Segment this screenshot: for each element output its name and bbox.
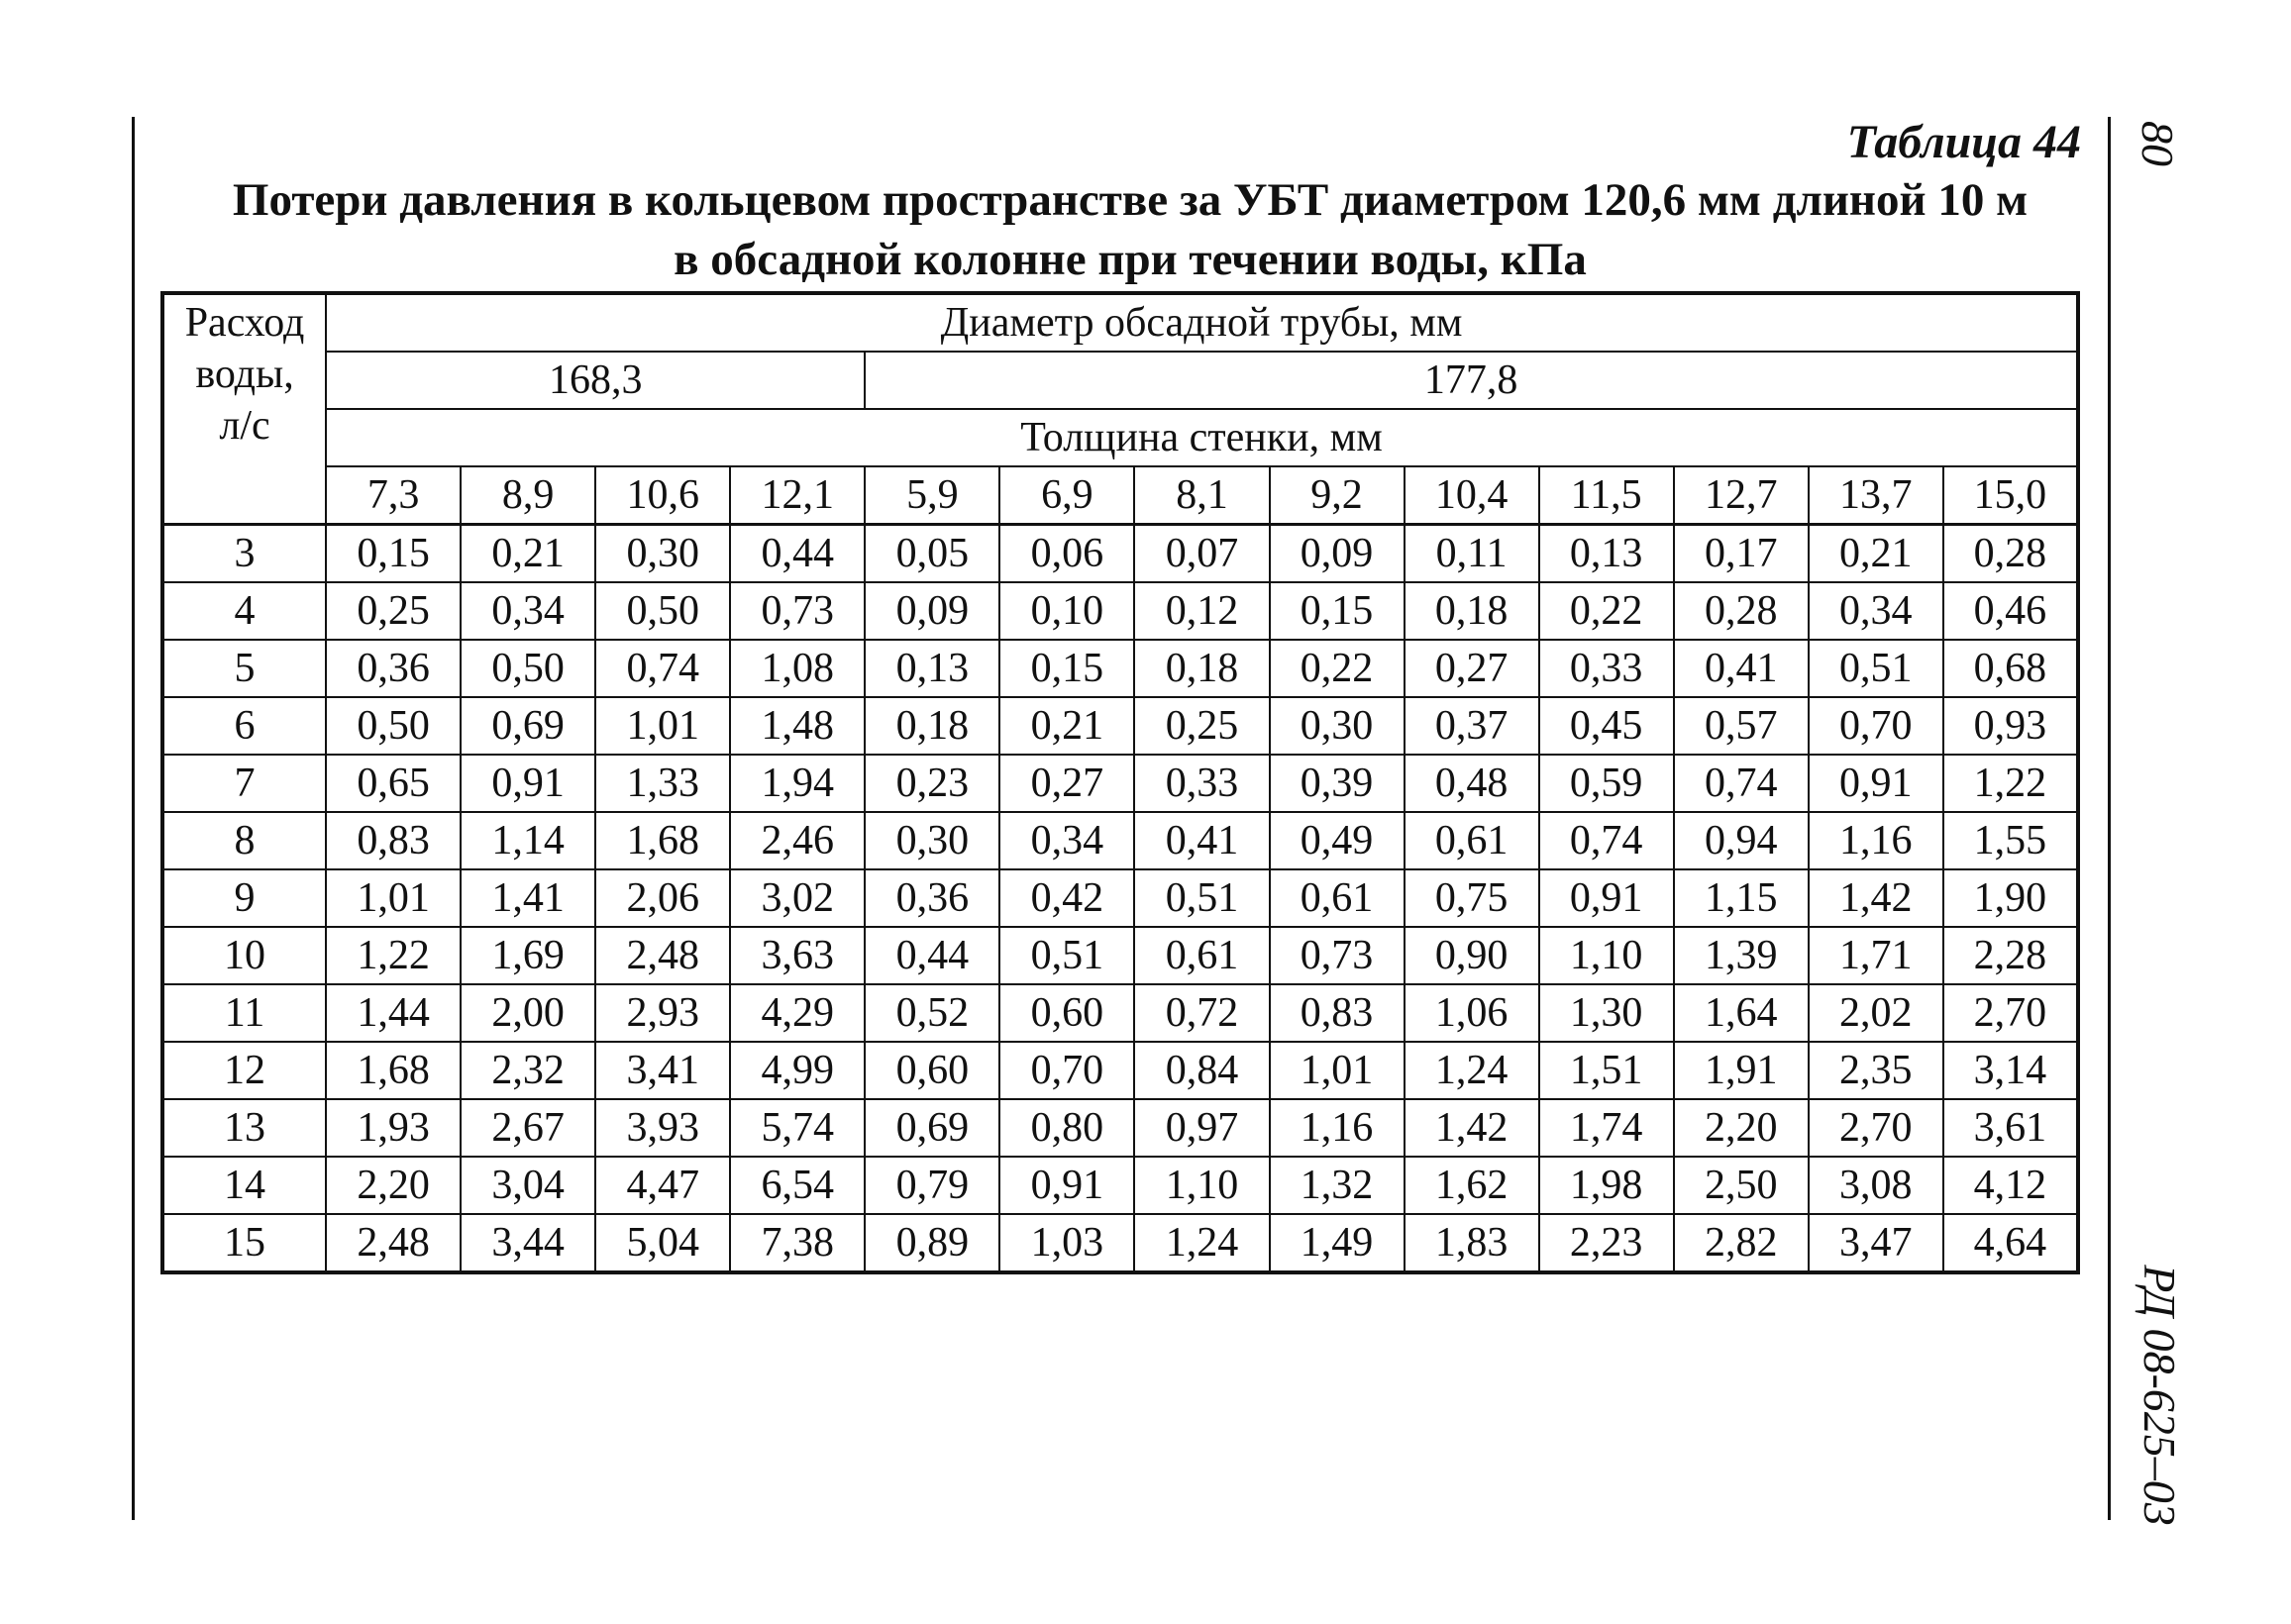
pressure-loss-cell: 0,46 (1943, 582, 2078, 640)
pressure-loss-cell: 0,30 (865, 812, 999, 869)
thickness-header-cell: 13,7 (1809, 466, 1943, 525)
pressure-loss-cell: 0,73 (730, 582, 865, 640)
pressure-loss-cell: 0,13 (865, 640, 999, 697)
pressure-loss-cell: 0,45 (1539, 697, 1674, 755)
pressure-loss-cell: 2,00 (461, 984, 595, 1042)
pressure-loss-cell: 0,13 (1539, 525, 1674, 583)
pressure-loss-cell: 0,18 (1405, 582, 1539, 640)
pressure-loss-cell: 0,44 (730, 525, 865, 583)
pressure-loss-cell: 3,61 (1943, 1099, 2078, 1157)
pressure-loss-cell: 0,61 (1270, 869, 1405, 927)
header-row-thickness-values (162, 466, 2078, 525)
pressure-loss-cell: 1,42 (1809, 869, 1943, 927)
table-row (162, 640, 2078, 697)
pressure-loss-cell: 0,74 (595, 640, 730, 697)
pressure-loss-cell: 0,57 (1674, 697, 1809, 755)
pressure-loss-cell: 0,28 (1674, 582, 1809, 640)
pressure-loss-cell: 0,11 (1405, 525, 1539, 583)
pressure-loss-cell: 0,25 (1134, 697, 1269, 755)
pressure-loss-cell: 0,34 (461, 582, 595, 640)
pressure-loss-cell: 2,48 (326, 1214, 461, 1272)
pressure-loss-cell: 3,08 (1809, 1157, 1943, 1214)
pressure-loss-cell: 1,71 (1809, 927, 1943, 984)
page-number: 80 (2133, 121, 2183, 166)
table-title-line-2: в обсадной колонне при течении воды, кПа (674, 234, 1587, 285)
pressure-loss-cell: 0,36 (326, 640, 461, 697)
pressure-loss-cell: 0,70 (1809, 697, 1943, 755)
thickness-header-cell: 11,5 (1539, 466, 1674, 525)
right-margin-line (2108, 117, 2111, 1520)
pressure-loss-cell: 2,32 (461, 1042, 595, 1099)
pressure-loss-cell: 0,97 (1134, 1099, 1269, 1157)
flow-rate-cell: 4 (162, 582, 326, 640)
pressure-loss-cell: 2,70 (1943, 984, 2078, 1042)
pressure-loss-cell: 0,49 (1270, 812, 1405, 869)
flow-rate-header-line: воды, (195, 352, 294, 397)
pressure-loss-cell: 1,94 (730, 755, 865, 812)
pressure-loss-cell: 3,63 (730, 927, 865, 984)
pressure-loss-cell: 3,93 (595, 1099, 730, 1157)
pressure-loss-cell: 1,30 (1539, 984, 1674, 1042)
pressure-loss-cell: 2,46 (730, 812, 865, 869)
pressure-loss-cell: 1,16 (1809, 812, 1943, 869)
pressure-loss-cell: 1,06 (1405, 984, 1539, 1042)
pressure-loss-cell: 1,32 (1270, 1157, 1405, 1214)
pressure-loss-cell: 1,93 (326, 1099, 461, 1157)
pressure-loss-cell: 0,80 (999, 1099, 1134, 1157)
pressure-loss-cell: 7,38 (730, 1214, 865, 1272)
pressure-loss-cell: 0,30 (595, 525, 730, 583)
pressure-loss-cell: 2,48 (595, 927, 730, 984)
pressure-loss-cell: 0,39 (1270, 755, 1405, 812)
pressure-loss-cell: 1,74 (1539, 1099, 1674, 1157)
pressure-loss-cell: 1,01 (595, 697, 730, 755)
pressure-loss-cell: 0,60 (999, 984, 1134, 1042)
flow-rate-header-line: л/с (219, 403, 270, 449)
pressure-loss-cell: 1,41 (461, 869, 595, 927)
pressure-loss-cell: 1,39 (1674, 927, 1809, 984)
pressure-loss-cell: 1,48 (730, 697, 865, 755)
pressure-loss-cell: 0,21 (461, 525, 595, 583)
pressure-loss-cell: 1,03 (999, 1214, 1134, 1272)
flow-rate-cell: 12 (162, 1042, 326, 1099)
flow-rate-cell: 10 (162, 927, 326, 984)
pressure-loss-cell: 0,91 (999, 1157, 1134, 1214)
pressure-loss-cell: 3,04 (461, 1157, 595, 1214)
pressure-loss-cell: 3,41 (595, 1042, 730, 1099)
pressure-loss-cell: 4,99 (730, 1042, 865, 1099)
table-title-line-1: Потери давления в кольцевом пространстве за УБТ диаметром 120,6 мм длиной 10 м (232, 174, 2029, 226)
pressure-loss-cell: 0,09 (1270, 525, 1405, 583)
pressure-loss-cell: 0,70 (999, 1042, 1134, 1099)
table-row (162, 755, 2078, 812)
pressure-loss-cell: 4,29 (730, 984, 865, 1042)
flow-rate-cell: 7 (162, 755, 326, 812)
pressure-loss-cell: 0,48 (1405, 755, 1539, 812)
pressure-loss-cell: 2,23 (1539, 1214, 1674, 1272)
pressure-loss-cell: 2,70 (1809, 1099, 1943, 1157)
pressure-loss-cell: 1,69 (461, 927, 595, 984)
pressure-loss-cell: 0,61 (1134, 927, 1269, 984)
pressure-loss-cell: 0,41 (1134, 812, 1269, 869)
table-row (162, 1214, 2078, 1272)
thickness-header-cell: 12,1 (730, 466, 865, 525)
pressure-loss-cell: 1,98 (1539, 1157, 1674, 1214)
pressure-loss-cell: 1,24 (1405, 1042, 1539, 1099)
pressure-loss-cell: 0,09 (865, 582, 999, 640)
diameter-header-cell: 177,8 (865, 352, 2078, 409)
pressure-loss-cell: 0,15 (326, 525, 461, 583)
pressure-loss-cell: 2,50 (1674, 1157, 1809, 1214)
pressure-loss-cell: 1,83 (1405, 1214, 1539, 1272)
pressure-loss-cell: 0,05 (865, 525, 999, 583)
pressure-loss-cell: 0,51 (1134, 869, 1269, 927)
table-row (162, 927, 2078, 984)
pressure-loss-cell: 0,69 (865, 1099, 999, 1157)
pressure-loss-cell: 1,55 (1943, 812, 2078, 869)
pressure-loss-cell: 4,47 (595, 1157, 730, 1214)
pressure-loss-cell: 0,34 (999, 812, 1134, 869)
pressure-loss-cell: 0,91 (461, 755, 595, 812)
thickness-header-cell: 8,1 (1134, 466, 1269, 525)
pressure-loss-cell: 0,27 (999, 755, 1134, 812)
pressure-loss-cell: 0,61 (1405, 812, 1539, 869)
pressure-loss-cell: 0,84 (1134, 1042, 1269, 1099)
pressure-loss-cell: 3,44 (461, 1214, 595, 1272)
pressure-loss-cell: 0,23 (865, 755, 999, 812)
pressure-loss-cell: 2,20 (1674, 1099, 1809, 1157)
pressure-loss-cell: 0,52 (865, 984, 999, 1042)
pressure-loss-cell: 0,22 (1270, 640, 1405, 697)
pressure-loss-cell: 0,83 (326, 812, 461, 869)
table-row (162, 1157, 2078, 1214)
pressure-loss-cell: 0,37 (1405, 697, 1539, 755)
pressure-loss-cell: 2,35 (1809, 1042, 1943, 1099)
flow-rate-cell: 14 (162, 1157, 326, 1214)
table-row (162, 525, 2078, 583)
pressure-loss-cell: 0,79 (865, 1157, 999, 1214)
pressure-loss-cell: 0,51 (1809, 640, 1943, 697)
pressure-loss-cell: 3,47 (1809, 1214, 1943, 1272)
pressure-loss-cell: 2,02 (1809, 984, 1943, 1042)
pressure-loss-cell: 1,68 (326, 1042, 461, 1099)
pressure-loss-cell: 0,83 (1270, 984, 1405, 1042)
pressure-loss-cell: 1,15 (1674, 869, 1809, 927)
table-row (162, 1099, 2078, 1157)
flow-rate-header-line: Расход (184, 300, 305, 346)
pressure-loss-cell: 1,14 (461, 812, 595, 869)
pressure-loss-cell: 0,91 (1539, 869, 1674, 927)
pressure-loss-cell: 3,02 (730, 869, 865, 927)
thickness-header-cell: 8,9 (461, 466, 595, 525)
pressure-loss-cell: 2,67 (461, 1099, 595, 1157)
pressure-loss-cell: 1,10 (1539, 927, 1674, 984)
document-code: РД 08-625–03 (2135, 1265, 2185, 1526)
pressure-loss-cell: 5,04 (595, 1214, 730, 1272)
pressure-loss-cell: 0,60 (865, 1042, 999, 1099)
pressure-loss-cell: 0,44 (865, 927, 999, 984)
wall-thickness-header: Толщина стенки, мм (326, 409, 2078, 466)
pressure-loss-cell: 4,12 (1943, 1157, 2078, 1214)
table-row (162, 812, 2078, 869)
pressure-loss-cell: 1,22 (326, 927, 461, 984)
pressure-loss-cell: 1,51 (1539, 1042, 1674, 1099)
pressure-loss-cell: 1,42 (1405, 1099, 1539, 1157)
pressure-loss-cell: 1,90 (1943, 869, 2078, 927)
thickness-header-cell: 12,7 (1674, 466, 1809, 525)
pressure-loss-cell: 0,94 (1674, 812, 1809, 869)
pressure-loss-cell: 1,68 (595, 812, 730, 869)
pressure-loss-cell: 0,15 (999, 640, 1134, 697)
thickness-header-cell: 6,9 (999, 466, 1134, 525)
flow-rate-cell: 9 (162, 869, 326, 927)
thickness-header-cell: 9,2 (1270, 466, 1405, 525)
pressure-loss-cell: 2,82 (1674, 1214, 1809, 1272)
pressure-loss-cell: 0,33 (1134, 755, 1269, 812)
pressure-loss-cell: 1,08 (730, 640, 865, 697)
pressure-loss-cell: 1,49 (1270, 1214, 1405, 1272)
flow-rate-cell: 5 (162, 640, 326, 697)
pressure-loss-cell: 0,36 (865, 869, 999, 927)
pressure-loss-cell: 0,59 (1539, 755, 1674, 812)
pressure-loss-cell: 0,21 (1809, 525, 1943, 583)
table-row (162, 697, 2078, 755)
pressure-loss-cell: 0,34 (1809, 582, 1943, 640)
pressure-loss-cell: 0,22 (1539, 582, 1674, 640)
left-margin-line (132, 117, 135, 1520)
pressure-loss-cell: 0,93 (1943, 697, 2078, 755)
pressure-loss-cell: 5,74 (730, 1099, 865, 1157)
table-row (162, 869, 2078, 927)
pressure-loss-cell: 2,93 (595, 984, 730, 1042)
pressure-loss-cell: 1,33 (595, 755, 730, 812)
pressure-loss-cell: 1,24 (1134, 1214, 1269, 1272)
pressure-loss-cell: 6,54 (730, 1157, 865, 1214)
pressure-loss-cell: 2,20 (326, 1157, 461, 1214)
thickness-header-cell: 7,3 (326, 466, 461, 525)
pressure-loss-cell: 1,01 (1270, 1042, 1405, 1099)
thickness-header-cell: 10,6 (595, 466, 730, 525)
pressure-loss-cell: 0,10 (999, 582, 1134, 640)
flow-rate-cell: 15 (162, 1214, 326, 1272)
flow-rate-header (162, 293, 326, 525)
pressure-loss-cell: 1,44 (326, 984, 461, 1042)
pressure-loss-cell: 0,74 (1674, 755, 1809, 812)
pressure-loss-cell: 0,18 (865, 697, 999, 755)
pressure-loss-cell: 0,73 (1270, 927, 1405, 984)
table-row (162, 582, 2078, 640)
pressure-loss-cell: 0,25 (326, 582, 461, 640)
pressure-loss-cell: 0,68 (1943, 640, 2078, 697)
pressure-loss-cell: 0,50 (595, 582, 730, 640)
pressure-loss-cell: 0,41 (1674, 640, 1809, 697)
flow-rate-cell: 6 (162, 697, 326, 755)
casing-diameter-header: Диаметр обсадной трубы, мм (326, 293, 2078, 352)
pressure-loss-cell: 0,72 (1134, 984, 1269, 1042)
pressure-loss-cell: 1,16 (1270, 1099, 1405, 1157)
pressure-loss-cell: 4,64 (1943, 1214, 2078, 1272)
pressure-loss-cell: 1,22 (1943, 755, 2078, 812)
pressure-loss-cell: 0,21 (999, 697, 1134, 755)
pressure-loss-cell: 0,30 (1270, 697, 1405, 755)
pressure-loss-cell: 0,12 (1134, 582, 1269, 640)
flow-rate-cell: 11 (162, 984, 326, 1042)
diameter-header-cell: 168,3 (326, 352, 865, 409)
pressure-loss-cell: 0,74 (1539, 812, 1674, 869)
header-row-wall-thickness (162, 409, 2078, 466)
pressure-loss-cell: 0,50 (326, 697, 461, 755)
pressure-loss-cell: 1,10 (1134, 1157, 1269, 1214)
pressure-loss-cell: 3,14 (1943, 1042, 2078, 1099)
header-row-diameter (162, 293, 2078, 352)
pressure-loss-cell: 0,75 (1405, 869, 1539, 927)
pressure-loss-cell: 0,50 (461, 640, 595, 697)
pressure-loss-cell: 0,18 (1134, 640, 1269, 697)
table-number-label: Таблица 44 (1846, 116, 2081, 168)
pressure-loss-cell: 0,89 (865, 1214, 999, 1272)
pressure-loss-cell: 2,28 (1943, 927, 2078, 984)
pressure-loss-cell: 1,91 (1674, 1042, 1809, 1099)
pressure-loss-cell: 0,90 (1405, 927, 1539, 984)
pressure-loss-cell: 0,28 (1943, 525, 2078, 583)
thickness-header-cell: 10,4 (1405, 466, 1539, 525)
flow-rate-cell: 8 (162, 812, 326, 869)
flow-rate-cell: 3 (162, 525, 326, 583)
pressure-loss-cell: 2,06 (595, 869, 730, 927)
pressure-loss-cell: 0,33 (1539, 640, 1674, 697)
pressure-loss-cell: 1,62 (1405, 1157, 1539, 1214)
pressure-loss-cell: 1,01 (326, 869, 461, 927)
pressure-loss-cell: 0,69 (461, 697, 595, 755)
pressure-loss-cell: 0,51 (999, 927, 1134, 984)
thickness-header-cell: 5,9 (865, 466, 999, 525)
pressure-loss-cell: 0,65 (326, 755, 461, 812)
header-row-diameter-values (162, 352, 2078, 409)
pressure-loss-cell: 1,64 (1674, 984, 1809, 1042)
table-row (162, 984, 2078, 1042)
pressure-loss-cell: 0,17 (1674, 525, 1809, 583)
pressure-loss-cell: 0,42 (999, 869, 1134, 927)
flow-rate-cell: 13 (162, 1099, 326, 1157)
pressure-loss-cell: 0,07 (1134, 525, 1269, 583)
pressure-loss-cell: 0,06 (999, 525, 1134, 583)
pressure-loss-cell: 0,15 (1270, 582, 1405, 640)
thickness-header-cell: 15,0 (1943, 466, 2078, 525)
pressure-loss-cell: 0,91 (1809, 755, 1943, 812)
table-row (162, 1042, 2078, 1099)
pressure-loss-table (160, 291, 2080, 1274)
pressure-loss-cell: 0,27 (1405, 640, 1539, 697)
